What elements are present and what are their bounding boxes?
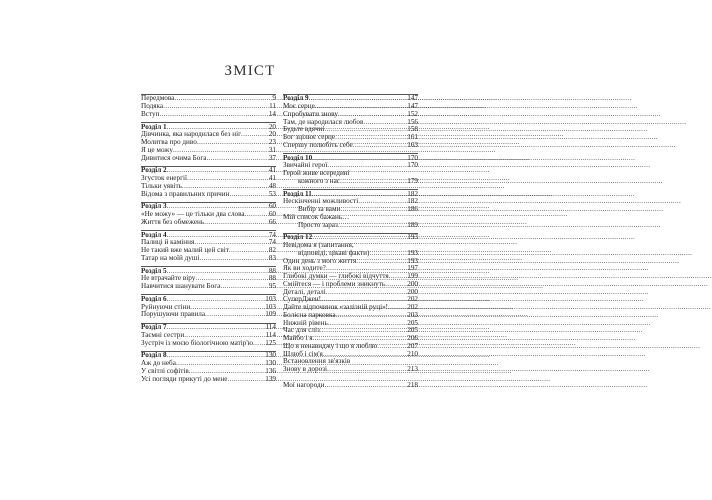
toc-page-number: 103	[265, 302, 276, 311]
toc-entry-line: Невідома я (запитання,	[283, 241, 354, 250]
toc-page-number: 14	[268, 109, 276, 118]
dot-leader	[324, 382, 406, 390]
toc-entry-title: Що я ненавиджу і що я люблю	[283, 341, 378, 350]
toc-page-number: 88	[268, 274, 276, 283]
toc-page-number: 147	[407, 102, 418, 111]
toc-entry-title: Таємні сестри	[141, 330, 185, 339]
toc-page-number: 170	[407, 153, 418, 162]
toc-entry-title: «Не можу» — це тільки два слова	[141, 210, 245, 219]
toc-page-number: 114	[265, 330, 276, 339]
toc-entry-line: Герой живе всередині	[283, 169, 350, 178]
toc-page-number: 130	[265, 351, 276, 360]
toc-entry	[141, 191, 276, 199]
toc-entry-title: Болісна парковка	[283, 310, 336, 319]
toc-section	[141, 122, 276, 162]
toc-entry-title: Там, де народилася любов	[283, 117, 364, 126]
toc-page-number: 31	[268, 145, 276, 154]
toc-page-number: 74	[268, 230, 276, 239]
toc-page-number: 23	[268, 138, 276, 147]
toc-entry-title: Звичайні герої	[283, 161, 328, 170]
dot-leader	[205, 311, 265, 319]
toc-entry-title: Розділ 8	[141, 351, 167, 360]
toc-page-number: 205	[407, 318, 418, 327]
toc-entry-title: Просто зараз	[298, 220, 338, 229]
toc-entry-title: Моє серце	[283, 102, 315, 111]
toc-page-number: 41	[268, 174, 276, 183]
toc-section	[283, 94, 418, 150]
toc-page-number: 193	[407, 233, 418, 242]
toc-entry	[283, 142, 418, 150]
toc-entry-title: Дівчинка, яка народилася без ніг	[141, 130, 242, 139]
toc-page-number: 207	[407, 341, 418, 350]
toc-page-number: 156	[407, 117, 418, 126]
toc-entry-title: Зустріч із моєю біологічною матір'ю	[141, 338, 254, 347]
toc-entry-title: Татар на моїй душі	[141, 253, 200, 262]
toc-page-number: 189	[407, 220, 418, 229]
toc-section	[141, 266, 276, 291]
toc-section	[141, 202, 276, 227]
toc-page-number: 161	[407, 133, 418, 142]
toc-page-number: 114	[265, 323, 276, 332]
toc-entry-title: Усі погляди прикуті до мене	[141, 374, 228, 383]
dot-leader	[159, 111, 268, 119]
toc-page-number: 9	[272, 94, 276, 103]
toc-entry-title: Тільки уявіть	[141, 181, 182, 190]
toc-entry-title: Розділ 6	[141, 294, 167, 303]
toc-section	[141, 166, 276, 198]
toc-entry-title: Смійтеся — і проблеми зникнуть	[283, 279, 386, 288]
toc-entry	[283, 222, 418, 230]
toc-entry-title: Вибір за вами	[298, 205, 341, 214]
toc-section	[283, 189, 418, 229]
toc-entry	[141, 155, 276, 163]
toc-entry-title: Розділ 11	[283, 189, 312, 198]
toc-section	[141, 230, 276, 262]
toc-entry-title: Нескінченні можливості	[283, 197, 359, 206]
dot-leader	[204, 219, 268, 227]
toc-page-number: 95	[268, 282, 276, 291]
toc-entry	[141, 283, 276, 291]
toc-entry-title: Будьте вдячні	[283, 125, 325, 134]
toc-entry-title: Навчитися шанувати Бога	[141, 282, 221, 291]
toc-entry-title: Порушуючи правила	[141, 310, 206, 319]
toc-entry-title: Розділ 1	[141, 122, 167, 131]
toc-entry-title: кожного з нас	[298, 176, 340, 185]
toc-entry-line: Мій список бажань…	[283, 212, 350, 221]
toc-page-number: 48	[268, 181, 276, 190]
toc-entry-title: Глибокі думки — глибокі відчуття	[283, 272, 389, 281]
dot-leader	[206, 155, 268, 163]
toc-page-number: 83	[268, 253, 276, 262]
toc-entry	[283, 178, 418, 186]
toc-entry-title: Розділ 7	[141, 323, 167, 332]
toc-entry-title: Спершу полюбіть себе	[283, 140, 353, 149]
toc-entry	[141, 219, 276, 227]
toc-entry-title: Руйнуючи стіни	[141, 302, 191, 311]
toc-entry	[141, 111, 276, 119]
toc-page-number: 152	[407, 109, 418, 118]
toc-page-number: 205	[407, 326, 418, 335]
toc-entry-title: Майбо і я	[283, 334, 313, 343]
toc-entry-title: У світлі софітів	[141, 366, 189, 375]
toc-entry-title: Молитва про диво	[141, 138, 197, 147]
toc-page-number: 20	[268, 130, 276, 139]
toc-entry-line: Встановлення зв'язків	[283, 357, 351, 366]
toc-section	[141, 294, 276, 319]
toc-entry-title: Розділ 9	[283, 94, 309, 103]
toc-page-number: 60	[268, 210, 276, 219]
toc-page-number: 193	[407, 248, 418, 257]
toc-entry-title: Вступ	[141, 109, 160, 118]
dot-leader	[199, 255, 268, 263]
toc-page-number: 88	[268, 266, 276, 275]
toc-page-number: 213	[407, 365, 418, 374]
toc-entry-title: Відома з правильних причин	[141, 189, 230, 198]
toc-entry-title: Розділ 4	[141, 230, 167, 239]
toc-page-number: 210	[407, 349, 418, 358]
toc-entry-title: Спробувати знову	[283, 109, 338, 118]
toc-page-number: 200	[407, 287, 418, 296]
toc-entry-title: Розділ 10	[283, 153, 313, 162]
toc-entry	[141, 255, 276, 263]
toc-section	[283, 233, 418, 389]
toc-entry-title: Подяка	[141, 102, 164, 111]
dot-leader	[229, 191, 268, 199]
toc-entry-title: Нижній рівень	[283, 318, 328, 327]
toc-entry-title: Час для сліз	[283, 326, 320, 335]
toc-page-number: 170	[407, 161, 418, 170]
toc-page-number: 74	[268, 238, 276, 247]
dot-leader	[327, 366, 407, 374]
toc-page-number: 163	[407, 140, 418, 149]
toc-left-column	[141, 94, 276, 383]
toc-entry-title: Мої нагороди	[283, 380, 325, 389]
toc-section	[283, 153, 418, 185]
dot-leader	[253, 340, 265, 348]
toc-page-number: 53	[268, 189, 276, 198]
toc-page-number: 200	[407, 279, 418, 288]
toc-entry-title: Аж до неба	[141, 359, 176, 368]
toc-entry-title: відповіді, цікаві факти)	[298, 248, 370, 257]
dot-leader	[338, 222, 407, 230]
toc-entry-title: Розділ 5	[141, 266, 167, 275]
toc-entry	[283, 366, 418, 374]
toc-entry-title: СуперДжен!	[283, 295, 322, 304]
toc-page-number: 179	[407, 176, 418, 185]
toc-entry	[141, 311, 276, 319]
toc-page-number: 41	[268, 166, 276, 175]
toc-page-number: 125	[265, 338, 276, 347]
toc-page-number: 147	[407, 94, 418, 103]
toc-entry-title: Я це можу	[141, 145, 173, 154]
toc-entry-title: Шлюб і сім'я	[283, 349, 323, 358]
toc-entry-title: Дивитися очима Бога	[141, 153, 207, 162]
toc-entry-title: Дайте відпочинок «залізній руці»!	[283, 303, 389, 312]
toc-entry	[141, 376, 276, 384]
toc-page-number: 202	[407, 295, 418, 304]
toc-page-number: 66	[268, 217, 276, 226]
toc-page-number: 11	[269, 102, 276, 111]
toc-page-number: 130	[265, 359, 276, 368]
toc-entry	[283, 382, 418, 390]
toc-entry-title: Не втрачайте віру	[141, 274, 196, 283]
toc-page-number: 206	[407, 334, 418, 343]
dot-leader	[340, 206, 406, 214]
toc-page-number: 193	[407, 256, 418, 265]
toc-page-number: 20	[268, 122, 276, 131]
toc-page-number: 199	[407, 272, 418, 281]
toc-section	[141, 94, 276, 119]
toc-right-column	[283, 94, 418, 389]
toc-page-number: 109	[265, 310, 276, 319]
toc-page-number: 82	[268, 246, 276, 255]
toc-page-number: 60	[268, 202, 276, 211]
toc-page-number: 202	[407, 303, 418, 312]
toc-entry-title: Знову в дорозі	[283, 365, 328, 374]
toc-entry-title: Як ви ходите?	[283, 264, 326, 273]
dot-leader	[353, 142, 407, 150]
toc-page-number: 186	[407, 205, 418, 214]
toc-entry-title: Не такий вже малий цей світ	[141, 246, 229, 255]
toc-page-number: 158	[407, 125, 418, 134]
toc-entry-title: Розділ 2	[141, 166, 167, 175]
toc-entry-title: Розділ 3	[141, 202, 167, 211]
toc-page-number: 139	[265, 374, 276, 383]
toc-page-number: 197	[407, 264, 418, 273]
toc-entry-title: Один день з мого життя	[283, 256, 357, 265]
dot-leader	[227, 376, 264, 384]
toc-page-number: 218	[407, 380, 418, 389]
toc-entry-title: Бог зцілює серце	[283, 133, 336, 142]
toc-page-number: 103	[265, 294, 276, 303]
toc-section	[141, 323, 276, 348]
toc-page-number: 182	[407, 189, 418, 198]
page-title: ЗМІСТ	[224, 63, 276, 79]
toc-entry-title: Згусток енергії	[141, 174, 188, 183]
toc-entry-title: Палиці й каміння	[141, 238, 195, 247]
dot-leader	[220, 283, 268, 291]
dot-leader	[340, 178, 407, 186]
toc-entry-title: Розділ 12	[283, 233, 313, 242]
toc-entry-title: Передмова	[141, 94, 175, 103]
toc-page-number: 203	[407, 310, 418, 319]
toc-page-number: 182	[407, 197, 418, 206]
toc-entry	[141, 340, 276, 348]
toc-page-number: 37	[268, 153, 276, 162]
toc-entry-title: Деталі, деталі	[283, 287, 326, 296]
toc-page-number: 136	[265, 366, 276, 375]
toc-entry-title: Життя без обмежень	[141, 217, 205, 226]
toc-section	[141, 351, 276, 383]
